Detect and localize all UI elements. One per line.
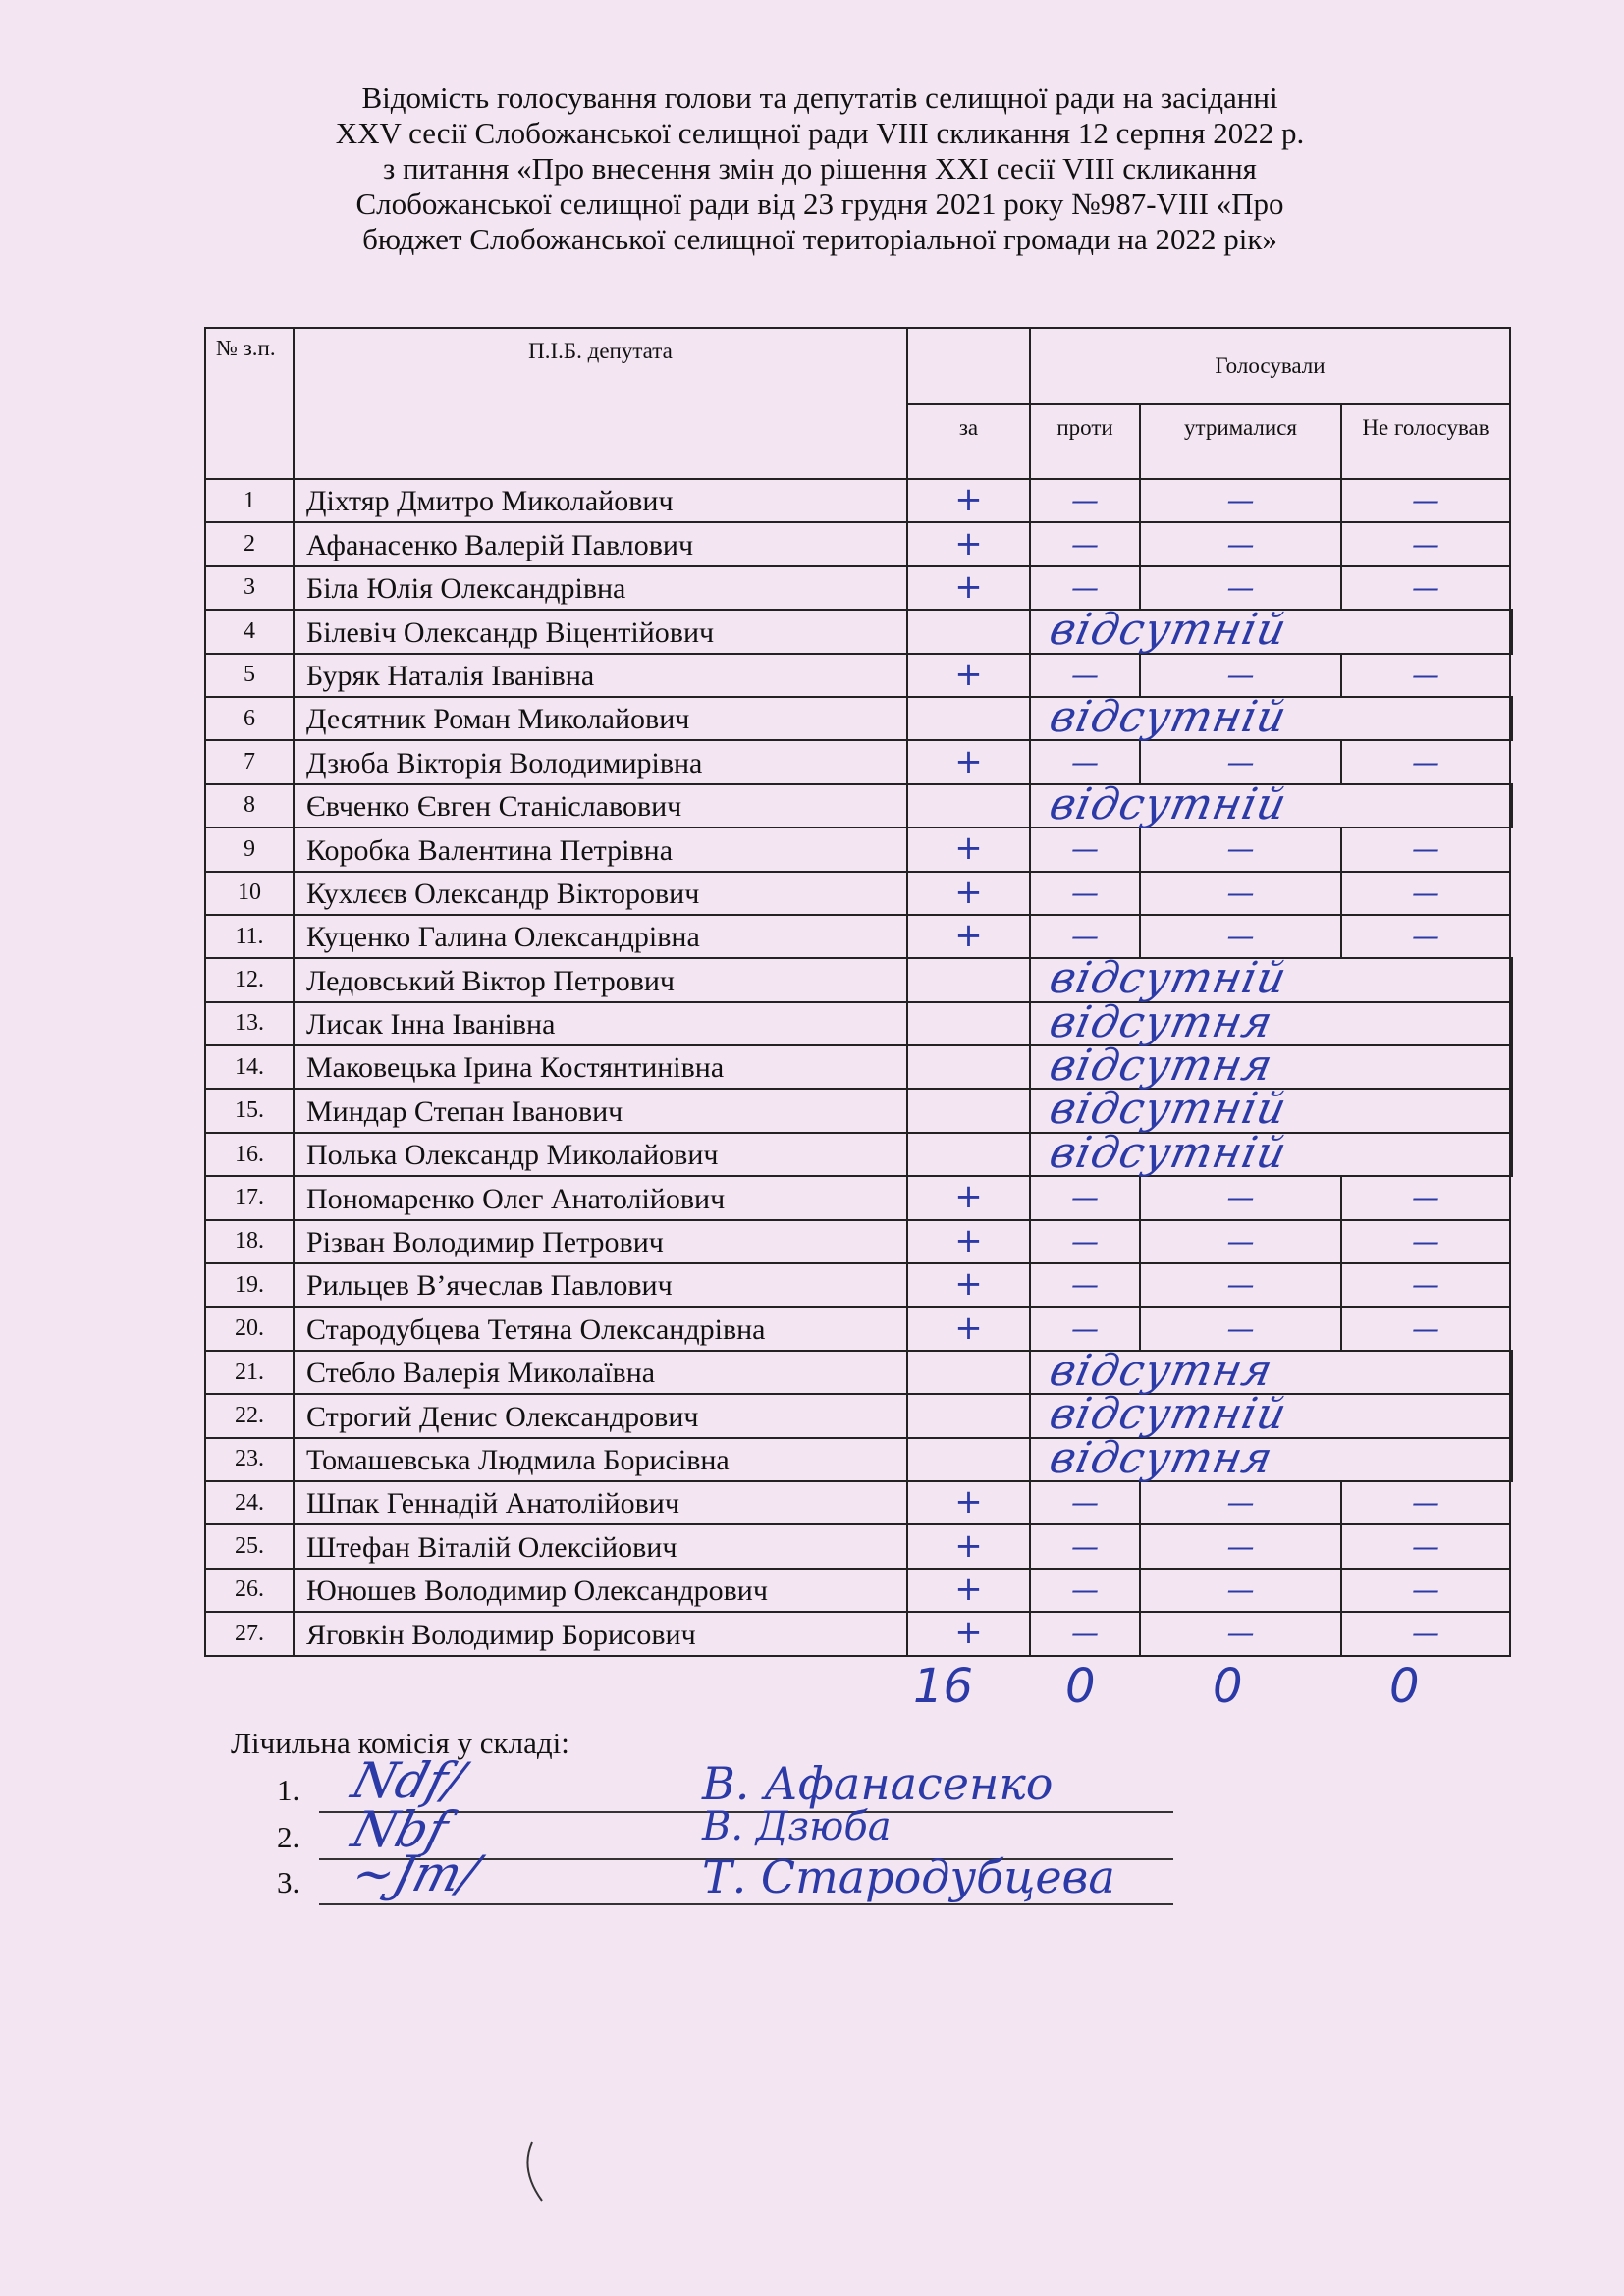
vote-against-mark: — [1071, 658, 1099, 691]
vote-not-voted-mark: — [1412, 1224, 1439, 1257]
vote-against-mark: — [1071, 876, 1099, 909]
vote-abstained-mark: — [1226, 1181, 1255, 1214]
vote-not-voted-mark: — [1412, 658, 1439, 691]
vote-not-voted-mark: — [1412, 484, 1439, 517]
vote-against-cell [1030, 872, 1140, 915]
vote-against-mark: — [1071, 745, 1099, 778]
vote-abstained-mark: — [1226, 1529, 1255, 1563]
deputy-name: Діхтяр Дмитро Миколайович [294, 479, 907, 522]
header-against: проти [1030, 404, 1140, 479]
deputy-name: Пономаренко Олег Анатолійович [294, 1176, 907, 1219]
vote-against-cell [1030, 566, 1140, 610]
vote-abstained-mark: — [1226, 920, 1255, 953]
row-number: 16. [205, 1133, 294, 1176]
vote-not-voted-cell [1341, 1307, 1510, 1350]
absent-cell [1030, 1345, 1510, 1396]
vote-against-cell [1030, 1612, 1140, 1655]
vote-abstained-mark: — [1226, 1617, 1255, 1650]
deputy-name: Лисак Інна Іванівна [294, 1002, 907, 1045]
absent-note: відсутній [1045, 1084, 1292, 1135]
vote-abstained-cell [1140, 872, 1341, 915]
vote-for-cell [907, 828, 1030, 871]
signature-line-3 [319, 1903, 1173, 1905]
vote-for-cell [907, 566, 1030, 610]
vote-for-cell [907, 1569, 1030, 1612]
vote-against-cell [1030, 522, 1140, 565]
vote-not-voted-cell [1341, 566, 1510, 610]
vote-against-mark: — [1071, 1617, 1099, 1650]
vote-not-voted-cell [1341, 1481, 1510, 1524]
row-number: 23. [205, 1438, 294, 1481]
vote-against-cell [1030, 1263, 1140, 1307]
row-number: 27. [205, 1612, 294, 1655]
vote-not-voted-mark: — [1412, 527, 1439, 561]
row-number: 20. [205, 1307, 294, 1350]
vote-abstained-cell [1140, 740, 1341, 783]
vote-abstained-cell [1140, 522, 1341, 565]
vote-for-cell [907, 1351, 1030, 1394]
vote-not-voted-cell [1510, 1133, 1512, 1176]
vote-for-mark: + [954, 1264, 983, 1305]
vote-for-cell [907, 1220, 1030, 1263]
row-number: 15. [205, 1089, 294, 1132]
vote-not-voted-mark: — [1412, 1181, 1439, 1214]
vote-not-voted-mark: — [1412, 1311, 1439, 1345]
deputy-name: Миндар Степан Іванович [294, 1089, 907, 1132]
deputy-name: Строгий Денис Олександрович [294, 1394, 907, 1437]
table-row [205, 610, 1512, 653]
vote-not-voted-cell [1510, 697, 1512, 740]
vote-abstained-mark: — [1226, 1224, 1255, 1257]
vote-not-voted-cell [1510, 1089, 1512, 1132]
vote-for-mark: + [954, 828, 983, 869]
deputy-name: Полька Олександр Миколайович [294, 1133, 907, 1176]
vote-not-voted-cell [1341, 654, 1510, 697]
table-row [205, 828, 1512, 871]
row-number: 9 [205, 828, 294, 871]
vote-for-cell [907, 522, 1030, 565]
commission-member-1-number: 1. [277, 1773, 300, 1807]
vote-for-cell [907, 697, 1030, 740]
vote-abstained-cell [1140, 1176, 1341, 1219]
vote-not-voted-cell [1341, 1176, 1510, 1219]
vote-rows [205, 479, 1512, 1656]
vote-abstained-cell [1140, 1307, 1341, 1350]
absent-cell [1030, 778, 1510, 829]
row-number: 1 [205, 479, 294, 522]
deputy-name: Коробка Валентина Петрівна [294, 828, 907, 871]
commission-member-2-number: 2. [277, 1820, 300, 1854]
table-row [205, 740, 1512, 783]
row-number: 26. [205, 1569, 294, 1612]
vote-for-mark: + [954, 741, 983, 781]
vote-not-voted-mark: — [1412, 745, 1439, 778]
voting-table [204, 327, 1513, 1657]
vote-for-cell [907, 1481, 1030, 1524]
vote-against-cell [1030, 740, 1140, 783]
vote-not-voted-cell [1510, 1438, 1512, 1481]
row-number: 24. [205, 1481, 294, 1524]
vote-for-cell [907, 1045, 1030, 1089]
vote-for-mark: + [954, 1482, 983, 1522]
vote-abstained-cell [1140, 1524, 1341, 1568]
deputy-name: Куценко Галина Олександрівна [294, 915, 907, 958]
deputy-name: Стародубцева Тетяна Олександрівна [294, 1307, 907, 1350]
vote-for-mark: + [954, 1525, 983, 1566]
vote-against-mark: — [1071, 1573, 1099, 1606]
vote-not-voted-mark: — [1412, 920, 1439, 953]
row-number: 12. [205, 958, 294, 1001]
vote-against-cell [1030, 654, 1140, 697]
table-row [205, 1263, 1512, 1307]
vote-against-cell [1030, 1524, 1140, 1568]
vote-for-cell [907, 1307, 1030, 1350]
vote-abstained-mark: — [1226, 1268, 1255, 1302]
row-number: 8 [205, 784, 294, 828]
table-row [205, 1176, 1512, 1219]
header-voted: Голосували [1030, 328, 1510, 404]
total-against: 0 [1065, 1659, 1096, 1714]
absent-note: відсутній [1045, 1127, 1292, 1178]
absent-note: відсутній [1045, 778, 1292, 829]
total-abstained: 0 [1213, 1659, 1243, 1714]
deputy-name: Біла Юлія Олександрівна [294, 566, 907, 610]
table-row [205, 1524, 1512, 1568]
table-row [205, 1133, 1512, 1176]
table-row [205, 1002, 1512, 1045]
deputy-name: Маковецька Ірина Костянтинівна [294, 1045, 907, 1089]
absent-cell [1030, 1084, 1510, 1135]
absent-note: відсутній [1045, 953, 1292, 1004]
vote-against-mark: — [1071, 484, 1099, 517]
vote-against-mark: — [1071, 1311, 1099, 1345]
vote-for-cell [907, 654, 1030, 697]
table-row [205, 1394, 1512, 1437]
table-row [205, 1351, 1512, 1394]
row-number: 25. [205, 1524, 294, 1568]
commission-member-1-name: В. Афанасенко [702, 1757, 1054, 1810]
table-row [205, 915, 1512, 958]
header-not-voted: Не голосував [1341, 404, 1510, 479]
vote-for-mark: + [954, 872, 983, 912]
vote-for-cell [907, 479, 1030, 522]
vote-against-mark: — [1071, 1486, 1099, 1520]
vote-not-voted-cell [1341, 740, 1510, 783]
vote-for-mark: + [954, 1177, 983, 1217]
table-row [205, 654, 1512, 697]
vote-for-mark: + [954, 1613, 983, 1653]
vote-not-voted-cell [1341, 1220, 1510, 1263]
commission-label: Лічильна комісія у складі: [231, 1726, 569, 1760]
vote-not-voted-cell [1341, 1524, 1510, 1568]
table-row [205, 1569, 1512, 1612]
table-row [205, 1307, 1512, 1350]
deputy-name: Штефан Віталій Олексійович [294, 1524, 907, 1568]
deputy-name: Томашевська Людмила Борисівна [294, 1438, 907, 1481]
vote-for-cell [907, 784, 1030, 828]
absent-note: відсутній [1045, 691, 1292, 742]
table-row [205, 1438, 1512, 1481]
vote-for-cell [907, 958, 1030, 1001]
vote-abstained-mark: — [1226, 745, 1255, 778]
vote-not-voted-mark: — [1412, 1573, 1439, 1606]
vote-not-voted-mark: — [1412, 1268, 1439, 1302]
header-deputy-name: П.І.Б. депутата [294, 328, 907, 479]
vote-for-mark: + [954, 523, 983, 563]
vote-abstained-cell [1140, 479, 1341, 522]
vote-for-mark: + [954, 1569, 983, 1609]
vote-against-cell [1030, 1481, 1140, 1524]
absent-cell [1030, 1041, 1510, 1092]
table-row [205, 479, 1512, 522]
vote-not-voted-mark: — [1412, 876, 1439, 909]
vote-not-voted-mark: — [1412, 1529, 1439, 1563]
absent-cell [1030, 996, 1510, 1047]
vote-for-cell [907, 1263, 1030, 1307]
vote-not-voted-cell [1341, 1569, 1510, 1612]
header-for: за [907, 404, 1030, 479]
vote-not-voted-cell [1510, 1045, 1512, 1089]
row-number: 5 [205, 654, 294, 697]
table-row [205, 958, 1512, 1001]
vote-not-voted-cell [1341, 522, 1510, 565]
vote-abstained-cell [1140, 828, 1341, 871]
vote-abstained-cell [1140, 1612, 1341, 1655]
title-line-4: Слобожанської селищної ради від 23 грудня 2021 року №987-VIII «Про [355, 187, 1284, 221]
vote-for-cell [907, 1394, 1030, 1437]
absent-cell [1030, 691, 1510, 742]
deputy-name: Кухлєєв Олександр Вікторович [294, 872, 907, 915]
vote-abstained-cell [1140, 1481, 1341, 1524]
table-row [205, 784, 1512, 828]
vote-against-cell [1030, 1176, 1140, 1219]
signature-3-image: ~Jm/ [346, 1845, 485, 1902]
vote-for-cell [907, 1133, 1030, 1176]
vote-abstained-mark: — [1226, 1311, 1255, 1345]
vote-not-voted-cell [1510, 1002, 1512, 1045]
vote-for-cell [907, 1438, 1030, 1481]
vote-for-mark: + [954, 1220, 983, 1260]
vote-abstained-mark: — [1226, 1573, 1255, 1606]
vote-against-mark: — [1071, 1268, 1099, 1302]
vote-not-voted-cell [1510, 958, 1512, 1001]
pen-mark [520, 2140, 550, 2209]
table-row [205, 522, 1512, 565]
commission-member-3-number: 3. [277, 1865, 300, 1899]
absent-cell [1030, 1127, 1510, 1178]
vote-against-cell [1030, 1569, 1140, 1612]
vote-for-cell [907, 740, 1030, 783]
vote-abstained-mark: — [1226, 876, 1255, 909]
row-number: 21. [205, 1351, 294, 1394]
deputy-name: Різван Володимир Петрович [294, 1220, 907, 1263]
row-number: 17. [205, 1176, 294, 1219]
title-line-3: з питання «Про внесення змін до рішення XXI сесії VIII скликання [383, 151, 1257, 186]
vote-for-cell [907, 1612, 1030, 1655]
header-abstained: утрималися [1140, 404, 1341, 479]
row-number: 10 [205, 872, 294, 915]
absent-note: відсутній [1045, 605, 1292, 656]
vote-not-voted-cell [1341, 872, 1510, 915]
deputy-name: Буряк Наталія Іванівна [294, 654, 907, 697]
vote-against-mark: — [1071, 570, 1099, 604]
vote-against-mark: — [1071, 1181, 1099, 1214]
row-number: 4 [205, 610, 294, 653]
row-number: 18. [205, 1220, 294, 1263]
table-row [205, 1045, 1512, 1089]
vote-abstained-cell [1140, 566, 1341, 610]
vote-against-cell [1030, 479, 1140, 522]
absent-note: відсутня [1045, 1041, 1277, 1092]
vote-for-cell [907, 1176, 1030, 1219]
signature-1-image: Ndf/ [346, 1752, 470, 1809]
vote-not-voted-cell [1341, 828, 1510, 871]
row-number: 13. [205, 1002, 294, 1045]
vote-against-mark: — [1071, 1224, 1099, 1257]
vote-against-mark: — [1071, 832, 1099, 866]
title-line-2: XXV сесії Слобожанської селищної ради VIII скликання 12 серпня 2022 р. [335, 116, 1305, 150]
deputy-name: Дзюба Вікторія Володимирівна [294, 740, 907, 783]
deputy-name: Яговкін Володимир Борисович [294, 1612, 907, 1655]
absent-note: відсутня [1045, 1432, 1277, 1483]
row-number: 3 [205, 566, 294, 610]
deputy-name: Афанасенко Валерій Павлович [294, 522, 907, 565]
vote-for-cell [907, 1524, 1030, 1568]
vote-abstained-mark: — [1226, 658, 1255, 691]
absent-cell [1030, 953, 1510, 1004]
vote-not-voted-cell [1510, 610, 1512, 653]
vote-not-voted-cell [1341, 1612, 1510, 1655]
table-row [205, 566, 1512, 610]
vote-against-mark: — [1071, 527, 1099, 561]
absent-note: відсутня [1045, 1345, 1277, 1396]
vote-not-voted-mark: — [1412, 1486, 1439, 1520]
vote-for-cell [907, 872, 1030, 915]
table-row [205, 1612, 1512, 1655]
document-title [226, 80, 1414, 257]
commission-member-2-name: В. Дзюба [702, 1804, 892, 1849]
deputy-name: Юношев Володимир Олександрович [294, 1569, 907, 1612]
row-number: 6 [205, 697, 294, 740]
vote-not-voted-cell [1341, 479, 1510, 522]
vote-for-cell [907, 1089, 1030, 1132]
deputy-name: Ледовський Віктор Петрович [294, 958, 907, 1001]
vote-against-cell [1030, 828, 1140, 871]
deputy-name: Євченко Євген Станіславович [294, 784, 907, 828]
vote-for-mark: + [954, 566, 983, 607]
row-number: 7 [205, 740, 294, 783]
header-empty [907, 328, 1030, 404]
total-for: 16 [913, 1659, 974, 1714]
vote-not-voted-cell [1510, 1394, 1512, 1437]
vote-against-cell [1030, 1220, 1140, 1263]
vote-against-mark: — [1071, 920, 1099, 953]
signature-2-image: Nbf [346, 1801, 455, 1858]
table-row [205, 872, 1512, 915]
table-row [205, 697, 1512, 740]
absent-cell [1030, 1432, 1510, 1483]
vote-abstained-mark: — [1226, 832, 1255, 866]
vote-abstained-mark: — [1226, 527, 1255, 561]
vote-not-voted-mark: — [1412, 832, 1439, 866]
table-row [205, 1089, 1512, 1132]
table-row [205, 1481, 1512, 1524]
total-not-voted: 0 [1389, 1659, 1420, 1714]
vote-not-voted-mark: — [1412, 1617, 1439, 1650]
vote-abstained-cell [1140, 915, 1341, 958]
vote-abstained-mark: — [1226, 570, 1255, 604]
deputy-name: Білевіч Олександр Віцентійович [294, 610, 907, 653]
row-number: 2 [205, 522, 294, 565]
commission-member-3-name: Т. Стародубцева [702, 1850, 1115, 1903]
vote-against-cell [1030, 915, 1140, 958]
deputy-name: Стебло Валерія Миколаївна [294, 1351, 907, 1394]
vote-for-mark: + [954, 1308, 983, 1348]
absent-cell [1030, 605, 1510, 656]
vote-not-voted-cell [1510, 1351, 1512, 1394]
row-number: 22. [205, 1394, 294, 1437]
vote-for-mark: + [954, 480, 983, 520]
vote-for-mark: + [954, 916, 983, 956]
vote-abstained-mark: — [1226, 1486, 1255, 1520]
title-line-1: Відомість голосування голови та депутатів селищної ради на засіданні [361, 80, 1278, 115]
absent-cell [1030, 1389, 1510, 1440]
vote-against-cell [1030, 1307, 1140, 1350]
deputy-name: Рильцев В’ячеслав Павлович [294, 1263, 907, 1307]
vote-not-voted-mark: — [1412, 570, 1439, 604]
vote-against-mark: — [1071, 1529, 1099, 1563]
vote-abstained-cell [1140, 1569, 1341, 1612]
deputy-name: Шпак Геннадій Анатолійович [294, 1481, 907, 1524]
absent-note: відсутній [1045, 1389, 1292, 1440]
vote-not-voted-cell [1510, 784, 1512, 828]
vote-not-voted-cell [1341, 915, 1510, 958]
vote-for-cell [907, 915, 1030, 958]
table-row [205, 1220, 1512, 1263]
deputy-name: Десятник Роман Миколайович [294, 697, 907, 740]
vote-abstained-cell [1140, 1263, 1341, 1307]
vote-abstained-mark: — [1226, 484, 1255, 517]
row-number: 11. [205, 915, 294, 958]
vote-not-voted-cell [1341, 1263, 1510, 1307]
row-number: 19. [205, 1263, 294, 1307]
header-number: № з.п. [205, 328, 294, 479]
vote-for-cell [907, 610, 1030, 653]
vote-for-cell [907, 1002, 1030, 1045]
absent-note: відсутня [1045, 996, 1277, 1047]
vote-for-mark: + [954, 654, 983, 694]
row-number: 14. [205, 1045, 294, 1089]
vote-abstained-cell [1140, 1220, 1341, 1263]
title-line-5: бюджет Слобожанської селищної територіальної громади на 2022 рік» [362, 222, 1277, 256]
vote-abstained-cell [1140, 654, 1341, 697]
